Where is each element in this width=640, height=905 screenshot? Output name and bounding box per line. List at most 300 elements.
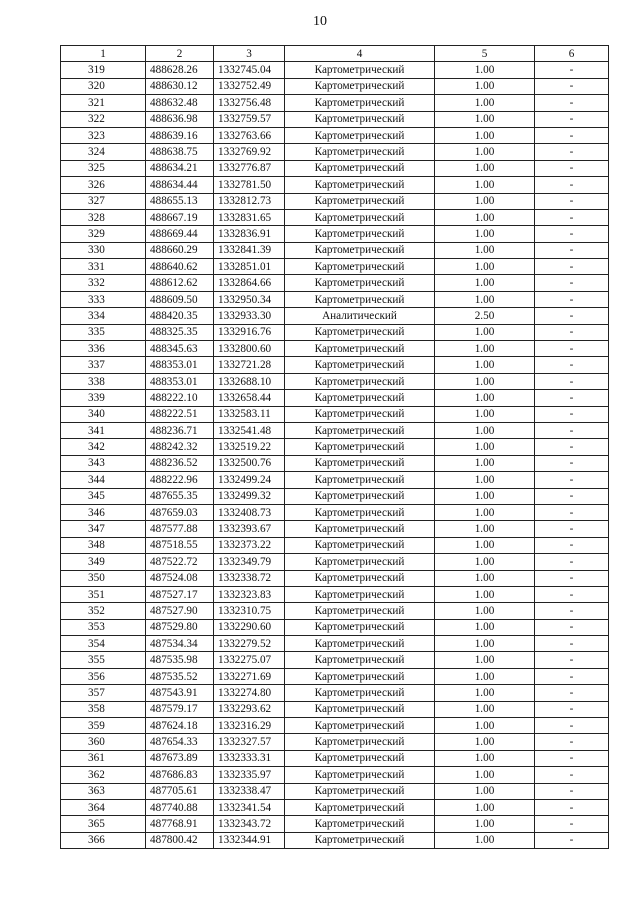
note-cell: - [535,799,609,815]
table-row [61,144,609,160]
point-number-cell: 359 [61,718,146,734]
method-cell: Картометрический [285,439,435,455]
accuracy-cell: 1.00 [435,226,535,242]
accuracy-cell: 1.00 [435,390,535,406]
x-coordinate-cell: 487624.18 [146,718,214,734]
table-row [61,111,609,127]
note-cell: - [535,734,609,750]
method-cell: Картометрический [285,521,435,537]
note-cell: - [535,357,609,373]
y-coordinate-cell: 1332279.52 [214,636,285,652]
accuracy-cell: 2.50 [435,308,535,324]
table-row [61,488,609,504]
method-cell: Картометрический [285,603,435,619]
method-cell: Картометрический [285,652,435,668]
y-coordinate-cell: 1332583.11 [214,406,285,422]
accuracy-cell: 1.00 [435,422,535,438]
y-coordinate-cell: 1332745.04 [214,62,285,78]
note-cell: - [535,209,609,225]
x-coordinate-cell: 488222.10 [146,390,214,406]
method-cell: Картометрический [285,537,435,553]
x-coordinate-cell: 487705.61 [146,783,214,799]
x-coordinate-cell: 488634.21 [146,160,214,176]
note-cell: - [535,783,609,799]
accuracy-cell: 1.00 [435,750,535,766]
point-number-cell: 325 [61,160,146,176]
accuracy-cell: 1.00 [435,160,535,176]
method-cell: Картометрический [285,373,435,389]
method-cell: Картометрический [285,259,435,275]
point-number-cell: 342 [61,439,146,455]
point-number-cell: 328 [61,209,146,225]
y-coordinate-cell: 1332393.67 [214,521,285,537]
note-cell: - [535,472,609,488]
table-row [61,767,609,783]
y-coordinate-cell: 1332499.24 [214,472,285,488]
note-cell: - [535,619,609,635]
x-coordinate-cell: 488660.29 [146,242,214,258]
y-coordinate-cell: 1332349.79 [214,554,285,570]
point-number-cell: 351 [61,586,146,602]
table-body [61,62,609,849]
x-coordinate-cell: 488632.48 [146,95,214,111]
method-cell: Картометрический [285,390,435,406]
method-cell: Картометрический [285,701,435,717]
accuracy-cell: 1.00 [435,406,535,422]
table-row [61,504,609,520]
table-header-row [61,46,609,62]
table-row [61,570,609,586]
column-header: 3 [214,46,285,62]
table-row [61,242,609,258]
x-coordinate-cell: 488640.62 [146,259,214,275]
x-coordinate-cell: 487529.80 [146,619,214,635]
table-row [61,439,609,455]
accuracy-cell: 1.00 [435,521,535,537]
point-number-cell: 338 [61,373,146,389]
note-cell: - [535,95,609,111]
y-coordinate-cell: 1332759.57 [214,111,285,127]
accuracy-cell: 1.00 [435,832,535,848]
x-coordinate-cell: 488628.26 [146,62,214,78]
y-coordinate-cell: 1332335.97 [214,767,285,783]
accuracy-cell: 1.00 [435,504,535,520]
x-coordinate-cell: 488612.62 [146,275,214,291]
method-cell: Картометрический [285,275,435,291]
x-coordinate-cell: 487654.33 [146,734,214,750]
accuracy-cell: 1.00 [435,718,535,734]
point-number-cell: 349 [61,554,146,570]
accuracy-cell: 1.00 [435,799,535,815]
table-row [61,291,609,307]
method-cell: Картометрический [285,750,435,766]
accuracy-cell: 1.00 [435,603,535,619]
x-coordinate-cell: 488222.51 [146,406,214,422]
method-cell: Картометрический [285,504,435,520]
note-cell: - [535,406,609,422]
x-coordinate-cell: 487527.90 [146,603,214,619]
note-cell: - [535,78,609,94]
point-number-cell: 343 [61,455,146,471]
y-coordinate-cell: 1332275.07 [214,652,285,668]
note-cell: - [535,144,609,160]
table-row [61,750,609,766]
table-row [61,209,609,225]
accuracy-cell: 1.00 [435,209,535,225]
x-coordinate-cell: 487740.88 [146,799,214,815]
point-number-cell: 344 [61,472,146,488]
x-coordinate-cell: 488655.13 [146,193,214,209]
y-coordinate-cell: 1332310.75 [214,603,285,619]
note-cell: - [535,652,609,668]
table-row [61,668,609,684]
accuracy-cell: 1.00 [435,668,535,684]
note-cell: - [535,62,609,78]
point-number-cell: 335 [61,324,146,340]
x-coordinate-cell: 488353.01 [146,373,214,389]
method-cell: Картометрический [285,111,435,127]
note-cell: - [535,275,609,291]
x-coordinate-cell: 488636.98 [146,111,214,127]
note-cell: - [535,521,609,537]
table-row [61,406,609,422]
column-header: 2 [146,46,214,62]
y-coordinate-cell: 1332541.48 [214,422,285,438]
accuracy-cell: 1.00 [435,734,535,750]
y-coordinate-cell: 1332499.32 [214,488,285,504]
column-header: 4 [285,46,435,62]
point-number-cell: 340 [61,406,146,422]
point-number-cell: 322 [61,111,146,127]
method-cell: Картометрический [285,242,435,258]
point-number-cell: 341 [61,422,146,438]
y-coordinate-cell: 1332752.49 [214,78,285,94]
table-row [61,636,609,652]
point-number-cell: 331 [61,259,146,275]
note-cell: - [535,177,609,193]
table-row [61,701,609,717]
y-coordinate-cell: 1332343.72 [214,816,285,832]
table-row [61,341,609,357]
accuracy-cell: 1.00 [435,816,535,832]
x-coordinate-cell: 487527.17 [146,586,214,602]
table-row [61,586,609,602]
note-cell: - [535,324,609,340]
point-number-cell: 337 [61,357,146,373]
point-number-cell: 364 [61,799,146,815]
table-row [61,177,609,193]
page-number: 10 [313,14,327,29]
note-cell: - [535,226,609,242]
table-row [61,472,609,488]
accuracy-cell: 1.00 [435,783,535,799]
table-row [61,799,609,815]
y-coordinate-cell: 1332341.54 [214,799,285,815]
method-cell: Картометрический [285,226,435,242]
table-row [61,832,609,848]
point-number-cell: 346 [61,504,146,520]
method-cell: Картометрический [285,144,435,160]
y-coordinate-cell: 1332916.76 [214,324,285,340]
accuracy-cell: 1.00 [435,652,535,668]
x-coordinate-cell: 487535.98 [146,652,214,668]
method-cell: Картометрический [285,636,435,652]
point-number-cell: 352 [61,603,146,619]
point-number-cell: 320 [61,78,146,94]
x-coordinate-cell: 487686.83 [146,767,214,783]
point-number-cell: 355 [61,652,146,668]
note-cell: - [535,160,609,176]
y-coordinate-cell: 1332933.30 [214,308,285,324]
note-cell: - [535,504,609,520]
accuracy-cell: 1.00 [435,701,535,717]
method-cell: Картометрический [285,472,435,488]
y-coordinate-cell: 1332344.91 [214,832,285,848]
y-coordinate-cell: 1332812.73 [214,193,285,209]
column-header: 5 [435,46,535,62]
y-coordinate-cell: 1332721.28 [214,357,285,373]
y-coordinate-cell: 1332658.44 [214,390,285,406]
note-cell: - [535,636,609,652]
accuracy-cell: 1.00 [435,472,535,488]
table-row [61,718,609,734]
note-cell: - [535,291,609,307]
accuracy-cell: 1.00 [435,619,535,635]
method-cell: Картометрический [285,291,435,307]
note-cell: - [535,537,609,553]
y-coordinate-cell: 1332841.39 [214,242,285,258]
x-coordinate-cell: 487800.42 [146,832,214,848]
table-row [61,226,609,242]
y-coordinate-cell: 1332274.80 [214,685,285,701]
table-row [61,160,609,176]
table-row [61,95,609,111]
table-row [61,62,609,78]
accuracy-cell: 1.00 [435,357,535,373]
x-coordinate-cell: 487543.91 [146,685,214,701]
x-coordinate-cell: 487522.72 [146,554,214,570]
note-cell: - [535,816,609,832]
point-number-cell: 334 [61,308,146,324]
y-coordinate-cell: 1332831.65 [214,209,285,225]
note-cell: - [535,455,609,471]
method-cell: Картометрический [285,357,435,373]
table-row [61,308,609,324]
y-coordinate-cell: 1332373.22 [214,537,285,553]
accuracy-cell: 1.00 [435,95,535,111]
point-number-cell: 327 [61,193,146,209]
column-header: 6 [535,46,609,62]
note-cell: - [535,193,609,209]
point-number-cell: 345 [61,488,146,504]
point-number-cell: 321 [61,95,146,111]
point-number-cell: 354 [61,636,146,652]
note-cell: - [535,242,609,258]
method-cell: Картометрический [285,177,435,193]
x-coordinate-cell: 487577.88 [146,521,214,537]
method-cell: Картометрический [285,799,435,815]
point-number-cell: 362 [61,767,146,783]
y-coordinate-cell: 1332500.76 [214,455,285,471]
y-coordinate-cell: 1332781.50 [214,177,285,193]
note-cell: - [535,718,609,734]
note-cell: - [535,685,609,701]
note-cell: - [535,701,609,717]
accuracy-cell: 1.00 [435,455,535,471]
y-coordinate-cell: 1332323.83 [214,586,285,602]
y-coordinate-cell: 1332338.72 [214,570,285,586]
table-row [61,390,609,406]
table-row [61,357,609,373]
y-coordinate-cell: 1332408.73 [214,504,285,520]
accuracy-cell: 1.00 [435,586,535,602]
accuracy-cell: 1.00 [435,144,535,160]
column-header: 1 [61,46,146,62]
note-cell: - [535,488,609,504]
point-number-cell: 361 [61,750,146,766]
point-number-cell: 329 [61,226,146,242]
point-number-cell: 366 [61,832,146,848]
x-coordinate-cell: 487659.03 [146,504,214,520]
y-coordinate-cell: 1332851.01 [214,259,285,275]
accuracy-cell: 1.00 [435,291,535,307]
x-coordinate-cell: 488222.96 [146,472,214,488]
point-number-cell: 332 [61,275,146,291]
note-cell: - [535,422,609,438]
point-number-cell: 350 [61,570,146,586]
accuracy-cell: 1.00 [435,488,535,504]
method-cell: Картометрический [285,718,435,734]
x-coordinate-cell: 488353.01 [146,357,214,373]
method-cell: Картометрический [285,554,435,570]
y-coordinate-cell: 1332864.66 [214,275,285,291]
table-row [61,422,609,438]
method-cell: Картометрический [285,586,435,602]
method-cell: Картометрический [285,455,435,471]
point-number-cell: 360 [61,734,146,750]
x-coordinate-cell: 487534.34 [146,636,214,652]
point-number-cell: 326 [61,177,146,193]
method-cell: Картометрический [285,685,435,701]
x-coordinate-cell: 488325.35 [146,324,214,340]
y-coordinate-cell: 1332519.22 [214,439,285,455]
method-cell: Картометрический [285,734,435,750]
x-coordinate-cell: 487518.55 [146,537,214,553]
x-coordinate-cell: 488345.63 [146,341,214,357]
note-cell: - [535,570,609,586]
y-coordinate-cell: 1332333.31 [214,750,285,766]
y-coordinate-cell: 1332950.34 [214,291,285,307]
table-row [61,275,609,291]
y-coordinate-cell: 1332776.87 [214,160,285,176]
x-coordinate-cell: 488609.50 [146,291,214,307]
y-coordinate-cell: 1332338.47 [214,783,285,799]
point-number-cell: 330 [61,242,146,258]
x-coordinate-cell: 487768.91 [146,816,214,832]
x-coordinate-cell: 487655.35 [146,488,214,504]
y-coordinate-cell: 1332769.92 [214,144,285,160]
method-cell: Картометрический [285,816,435,832]
accuracy-cell: 1.00 [435,193,535,209]
table-row [61,373,609,389]
accuracy-cell: 1.00 [435,62,535,78]
method-cell: Картометрический [285,783,435,799]
note-cell: - [535,341,609,357]
y-coordinate-cell: 1332688.10 [214,373,285,389]
point-number-cell: 323 [61,127,146,143]
note-cell: - [535,308,609,324]
accuracy-cell: 1.00 [435,111,535,127]
y-coordinate-cell: 1332800.60 [214,341,285,357]
table-row [61,783,609,799]
table-row [61,685,609,701]
x-coordinate-cell: 488639.16 [146,127,214,143]
y-coordinate-cell: 1332316.29 [214,718,285,734]
table-row [61,78,609,94]
method-cell: Картометрический [285,488,435,504]
y-coordinate-cell: 1332327.57 [214,734,285,750]
table-row [61,259,609,275]
x-coordinate-cell: 488669.44 [146,226,214,242]
accuracy-cell: 1.00 [435,767,535,783]
point-number-cell: 356 [61,668,146,684]
accuracy-cell: 1.00 [435,570,535,586]
method-cell: Картометрический [285,324,435,340]
method-cell: Аналитический [285,308,435,324]
accuracy-cell: 1.00 [435,324,535,340]
point-number-cell: 339 [61,390,146,406]
accuracy-cell: 1.00 [435,373,535,389]
y-coordinate-cell: 1332836.91 [214,226,285,242]
note-cell: - [535,750,609,766]
note-cell: - [535,832,609,848]
x-coordinate-cell: 488420.35 [146,308,214,324]
point-number-cell: 319 [61,62,146,78]
x-coordinate-cell: 488638.75 [146,144,214,160]
point-number-cell: 358 [61,701,146,717]
method-cell: Картометрический [285,95,435,111]
table-row [61,521,609,537]
accuracy-cell: 1.00 [435,554,535,570]
y-coordinate-cell: 1332290.60 [214,619,285,635]
method-cell: Картометрический [285,619,435,635]
point-number-cell: 336 [61,341,146,357]
y-coordinate-cell: 1332271.69 [214,668,285,684]
note-cell: - [535,668,609,684]
point-number-cell: 357 [61,685,146,701]
table-row [61,455,609,471]
note-cell: - [535,111,609,127]
point-number-cell: 333 [61,291,146,307]
table-row [61,603,609,619]
y-coordinate-cell: 1332763.66 [214,127,285,143]
x-coordinate-cell: 487535.52 [146,668,214,684]
accuracy-cell: 1.00 [435,341,535,357]
x-coordinate-cell: 487579.17 [146,701,214,717]
table-row [61,619,609,635]
accuracy-cell: 1.00 [435,259,535,275]
method-cell: Картометрический [285,832,435,848]
point-number-cell: 348 [61,537,146,553]
table-row [61,127,609,143]
note-cell: - [535,439,609,455]
point-number-cell: 347 [61,521,146,537]
table-row [61,734,609,750]
note-cell: - [535,373,609,389]
method-cell: Картометрический [285,127,435,143]
accuracy-cell: 1.00 [435,242,535,258]
accuracy-cell: 1.00 [435,275,535,291]
